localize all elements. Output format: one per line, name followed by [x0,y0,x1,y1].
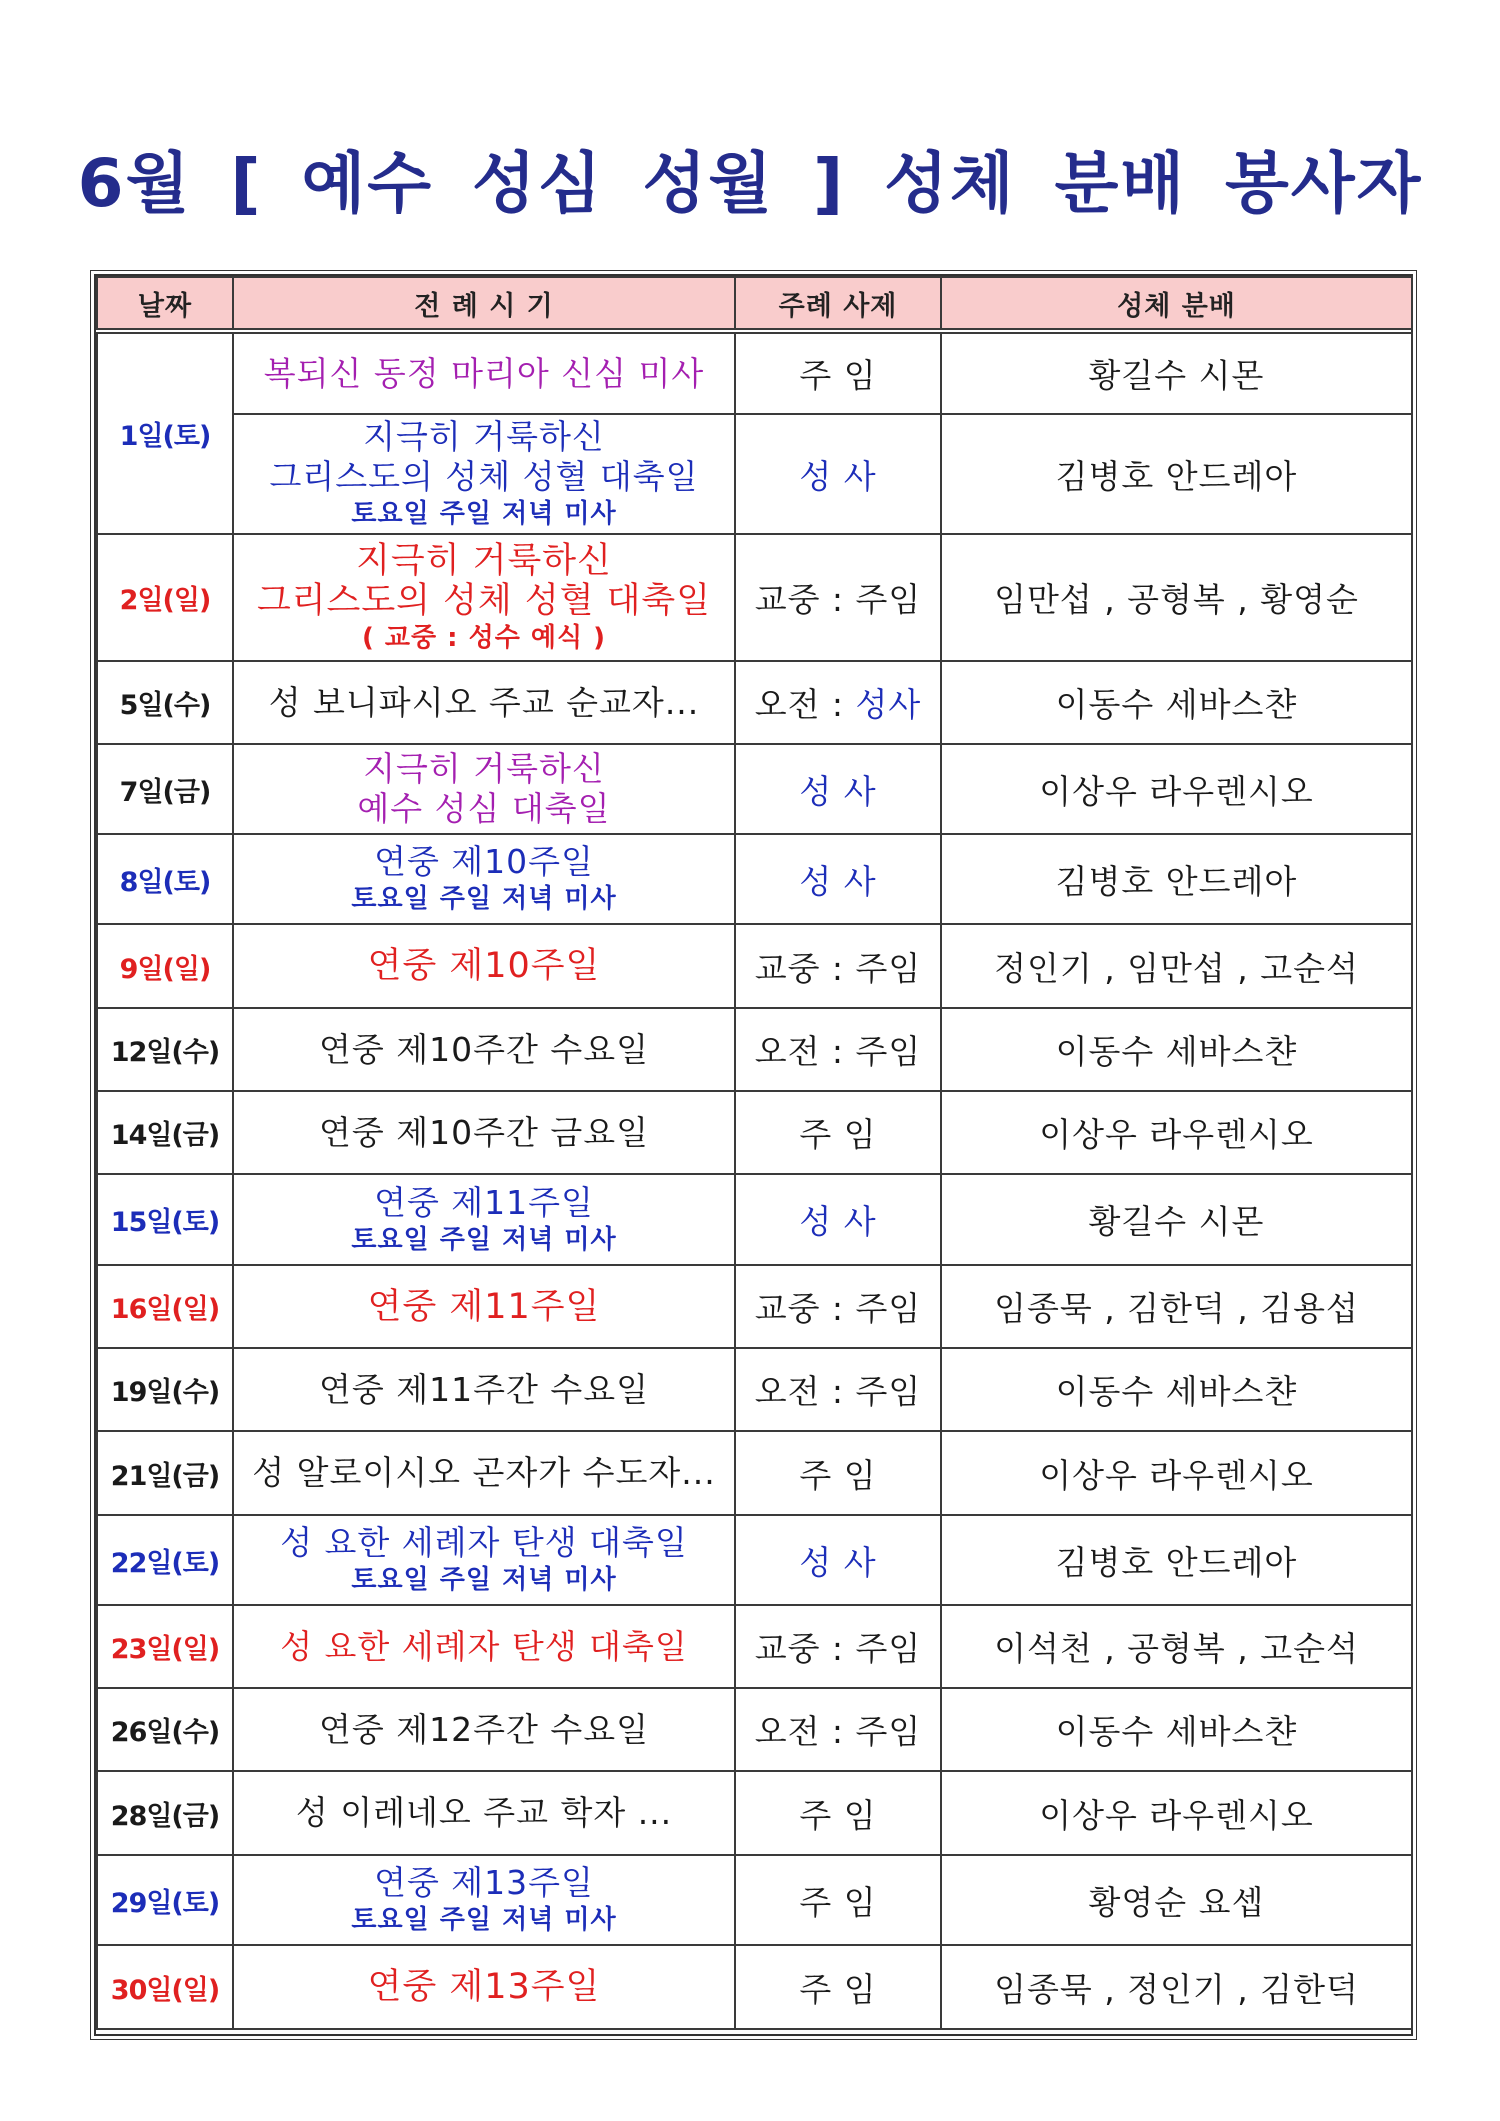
header-celebrant: 주례 사제 [735,277,941,331]
liturgy-cell: 연중 제13주일 [233,1945,735,2029]
table-row [97,1431,1412,1515]
table-row [97,1008,1412,1091]
table-row [97,1855,1412,1945]
servers-cell: 이상우 라우렌시오 [941,1091,1412,1174]
servers-cell: 임종묵 , 정인기 , 김한덕 [941,1945,1412,2029]
servers-cell: 이동수 세바스챤 [941,1348,1412,1431]
liturgy-cell: 연중 제12주간 수요일 [233,1688,735,1771]
liturgy-line: 연중 제10주일 [374,842,594,881]
date-cell: 7일(금) [97,744,233,834]
date-cell: 14일(금) [97,1091,233,1174]
servers-cell: 이상우 라우렌시오 [941,1771,1412,1855]
table-row [97,744,1412,834]
table-row [97,1174,1412,1265]
liturgy-line: 지극히 거룩하신 [363,417,605,456]
celebrant-cell: 성 사 [735,744,941,834]
schedule-table [96,276,1413,2030]
liturgy-subtitle: 토요일 주일 저녁 미사 [351,1565,617,1595]
liturgy-line: 예수 성심 대축일 [357,789,611,828]
celebrant-cell: 주 임 [735,1091,941,1174]
table-row [97,924,1412,1008]
liturgy-subtitle: 토요일 주일 저녁 미사 [351,1905,617,1935]
date-cell: 19일(수) [97,1348,233,1431]
date-cell: 26일(수) [97,1688,233,1771]
liturgy-cell [233,1174,735,1265]
servers-cell: 김병호 안드레아 [941,834,1412,924]
date-cell: 29일(토) [97,1855,233,1945]
celebrant-cell [735,661,941,744]
servers-cell: 황길수 시몬 [941,331,1412,414]
servers-cell: 이동수 세바스챤 [941,1008,1412,1091]
liturgy-line: 그리스도의 성체 성혈 대축일 [256,580,712,621]
liturgy-cell: 성 요한 세례자 탄생 대축일 [233,1605,735,1688]
table-row [97,1348,1412,1431]
servers-cell: 김병호 안드레아 [941,1515,1412,1605]
servers-cell: 이동수 세바스챤 [941,1688,1412,1771]
liturgy-line: 연중 제11주일 [374,1182,594,1222]
table-row [97,1091,1412,1174]
liturgy-subtitle: 토요일 주일 저녁 미사 [351,1224,617,1255]
servers-cell: 황영순 요셉 [941,1855,1412,1945]
date-cell: 8일(토) [97,834,233,924]
liturgy-cell: 연중 제11주일 [233,1265,735,1348]
celebrant-cell: 오전 : 주임 [735,1348,941,1431]
celebrant-cell: 주 임 [735,1771,941,1855]
date-cell: 30일(일) [97,1945,233,2029]
date-cell: 15일(토) [97,1174,233,1265]
celebrant-cell: 교중 : 주임 [735,1605,941,1688]
liturgy-subtitle: 토요일 주일 저녁 미사 [351,499,617,529]
liturgy-cell: 성 이레네오 주교 학자 ... [233,1771,735,1855]
servers-cell: 정인기 , 임만섭 , 고순석 [941,924,1412,1008]
date-cell: 21일(금) [97,1431,233,1515]
celebrant-cell: 성 사 [735,414,941,534]
liturgy-cell: 성 알로이시오 곤자가 수도자... [233,1431,735,1515]
liturgy-cell: 연중 제10주간 금요일 [233,1091,735,1174]
table-row [97,331,1412,414]
liturgy-cell: 연중 제11주간 수요일 [233,1348,735,1431]
table-row [97,1771,1412,1855]
liturgy-cell [233,1855,735,1945]
liturgy-cell [233,744,735,834]
servers-cell: 이상우 라우렌시오 [941,744,1412,834]
celebrant-cell: 주 임 [735,331,941,414]
liturgy-line: 연중 제13주일 [374,1863,594,1902]
date-cell: 16일(일) [97,1265,233,1348]
celebrant-time: 오전 : [754,685,856,724]
liturgy-cell: 연중 제10주간 수요일 [233,1008,735,1091]
liturgy-line: 성 요한 세례자 탄생 대축일 [280,1523,688,1562]
celebrant-cell: 오전 : 주임 [735,1688,941,1771]
date-cell: 9일(일) [97,924,233,1008]
liturgy-subtitle: 토요일 주일 저녁 미사 [351,884,617,914]
date-cell: 1일(토) [97,331,233,534]
liturgy-line: 그리스도의 성체 성혈 대축일 [269,457,699,496]
celebrant-cell: 주 임 [735,1855,941,1945]
date-cell: 22일(토) [97,1515,233,1605]
liturgy-line: 지극히 거룩하신 [363,749,605,788]
date-cell: 2일(일) [97,534,233,661]
table-row [97,1945,1412,2029]
liturgy-cell [233,534,735,661]
table-row [97,1515,1412,1605]
servers-cell: 이동수 세바스챤 [941,661,1412,744]
liturgy-cell: 복되신 동정 마리아 신심 미사 [233,331,735,414]
table-row [97,834,1412,924]
table-row [97,414,1412,534]
celebrant-cell: 교중 : 주임 [735,1265,941,1348]
table-row [97,1265,1412,1348]
celebrant-cell: 성 사 [735,834,941,924]
celebrant-cell: 주 임 [735,1945,941,2029]
celebrant-cell: 교중 : 주임 [735,924,941,1008]
table-row [97,1605,1412,1688]
servers-cell: 김병호 안드레아 [941,414,1412,534]
date-cell: 23일(일) [97,1605,233,1688]
celebrant-cell: 성 사 [735,1174,941,1265]
servers-cell: 이상우 라우렌시오 [941,1431,1412,1515]
header-date: 날짜 [97,277,233,331]
liturgy-cell [233,834,735,924]
liturgy-cell: 성 보니파시오 주교 순교자... [233,661,735,744]
servers-cell: 황길수 시몬 [941,1174,1412,1265]
celebrant-name: 성사 [855,685,922,724]
liturgy-subtitle: ( 교중 : 성수 예식 ) [361,622,607,653]
celebrant-cell: 교중 : 주임 [735,534,941,661]
servers-cell: 임종묵 , 김한덕 , 김용섭 [941,1265,1412,1348]
page-title: 6월 [ 예수 성심 성월 ] 성체 분배 봉사자 [77,145,1423,222]
table-row [97,534,1412,661]
date-cell: 28일(금) [97,1771,233,1855]
header-row [97,277,1412,331]
celebrant-cell: 주 임 [735,1431,941,1515]
liturgy-cell [233,414,735,534]
celebrant-cell: 오전 : 주임 [735,1008,941,1091]
header-liturgy: 전 례 시 기 [233,277,735,331]
liturgy-line: 지극히 거룩하신 [356,540,612,581]
table-row [97,1688,1412,1771]
liturgy-cell [233,1515,735,1605]
servers-cell: 이석천 , 공형복 , 고순석 [941,1605,1412,1688]
table-row [97,661,1412,744]
header-servers: 성체 분배 [941,277,1412,331]
servers-cell: 임만섭 , 공형복 , 황영순 [941,534,1412,661]
date-cell: 12일(수) [97,1008,233,1091]
date-cell: 5일(수) [97,661,233,744]
celebrant-cell: 성 사 [735,1515,941,1605]
liturgy-cell: 연중 제10주일 [233,924,735,1008]
